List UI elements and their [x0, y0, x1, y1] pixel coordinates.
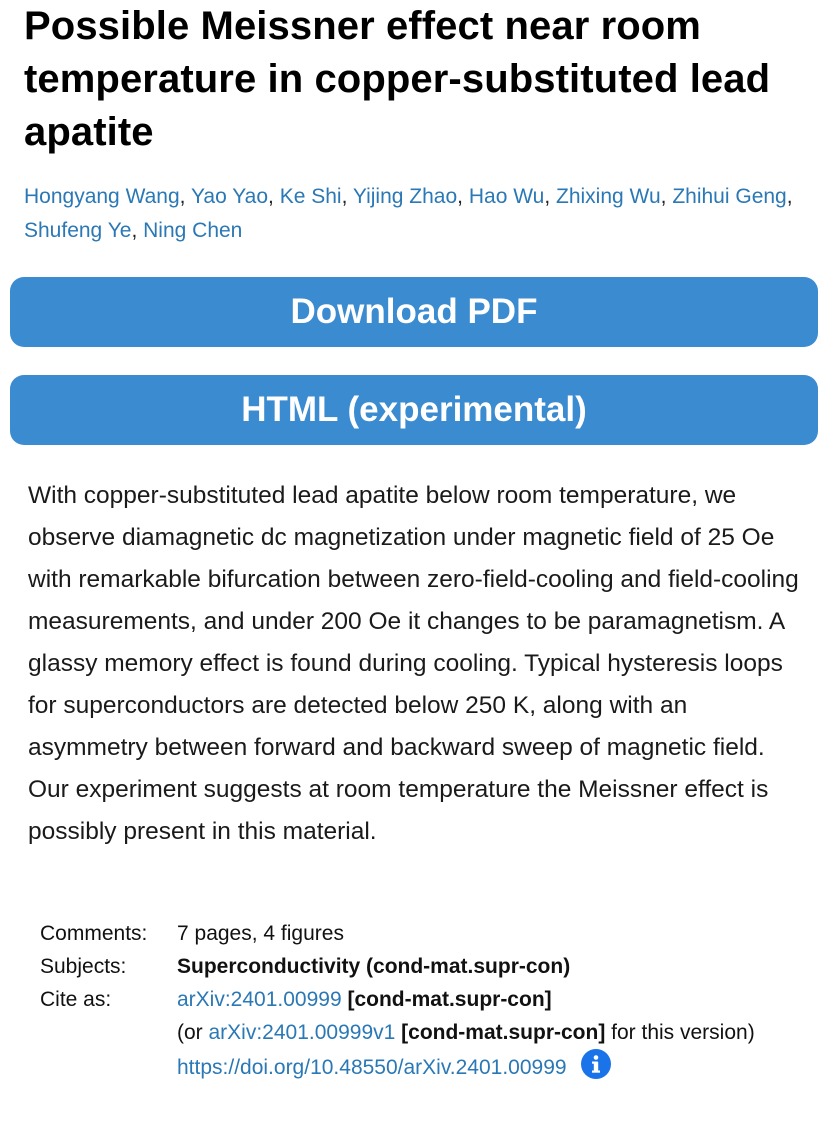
- cite-version-link[interactable]: arXiv:2401.00999v1: [208, 1021, 396, 1044]
- author-separator: ,: [457, 185, 469, 208]
- html-experimental-button[interactable]: HTML (experimental): [10, 375, 818, 445]
- cite-row: [40, 983, 820, 1084]
- author-separator: ,: [341, 185, 353, 208]
- author-list: [24, 180, 819, 248]
- info-icon[interactable]: [581, 1049, 611, 1079]
- subjects-row: [40, 950, 820, 983]
- author-separator: ,: [268, 185, 280, 208]
- author-link[interactable]: Hao Wu: [468, 185, 545, 208]
- author-link[interactable]: Ning Chen: [143, 219, 243, 242]
- cite-arxiv-link[interactable]: arXiv:2401.00999: [177, 988, 342, 1011]
- author-separator: ,: [660, 185, 673, 208]
- doi-link[interactable]: https://doi.org/10.48550/arXiv.2401.00999: [177, 1056, 567, 1079]
- author-separator: ,: [131, 219, 144, 242]
- author-link[interactable]: Zhihui Geng: [672, 185, 787, 208]
- cite-or-prefix: (or: [177, 1021, 209, 1044]
- comments-value: 7 pages, 4 figures: [177, 922, 344, 945]
- author-link[interactable]: Zhixing Wu: [556, 185, 661, 208]
- cite-version-suffix: for this version): [605, 1021, 755, 1044]
- author-link[interactable]: Yao Yao: [190, 185, 269, 208]
- cite-category: [cond-mat.supr-con]: [347, 988, 552, 1011]
- cite-version-category: [cond-mat.supr-con]: [401, 1021, 606, 1044]
- author-separator: ,: [179, 185, 191, 208]
- comments-row: [40, 917, 820, 950]
- author-link[interactable]: Yijing Zhao: [352, 185, 458, 208]
- author-link[interactable]: Shufeng Ye: [24, 219, 132, 242]
- paper-title: Possible Meissner effect near room temperature in copper-substituted lead apatite: [24, 4, 771, 154]
- subjects-value: Superconductivity (cond-mat.supr-con): [177, 955, 571, 978]
- comments-label: Comments:: [40, 922, 148, 945]
- author-link[interactable]: Hongyang Wang: [24, 185, 180, 208]
- cite-value: [177, 983, 820, 1084]
- author-separator: ,: [786, 185, 793, 208]
- abstract-text: With copper-substituted lead apatite below room temperature, we observe diamagnetic dc magnetization under magnetic field of 25 Oe with remarkable bifurcation between zero-field-cooling and field-cooling measurements, and under 200 Oe it changes to be paramagnetism. A glassy memory effect is found during cooling. Typical hysteresis loops for superconductors are detected below 250 K, along with an asymmetry between forward and backward sweep of magnetic field. Our experiment suggests at room temperature the Meissner effect is possibly present in this material.: [28, 482, 799, 845]
- doi-line: [177, 1049, 820, 1084]
- author-link[interactable]: Ke Shi: [279, 185, 342, 208]
- cite-label: Cite as:: [40, 988, 112, 1011]
- download-pdf-button[interactable]: Download PDF: [10, 277, 818, 347]
- cite-primary: [177, 983, 820, 1016]
- author-separator: ,: [544, 185, 556, 208]
- cite-version: [177, 1016, 820, 1049]
- subjects-label: Subjects:: [40, 955, 127, 978]
- metadata-table: [40, 917, 820, 1084]
